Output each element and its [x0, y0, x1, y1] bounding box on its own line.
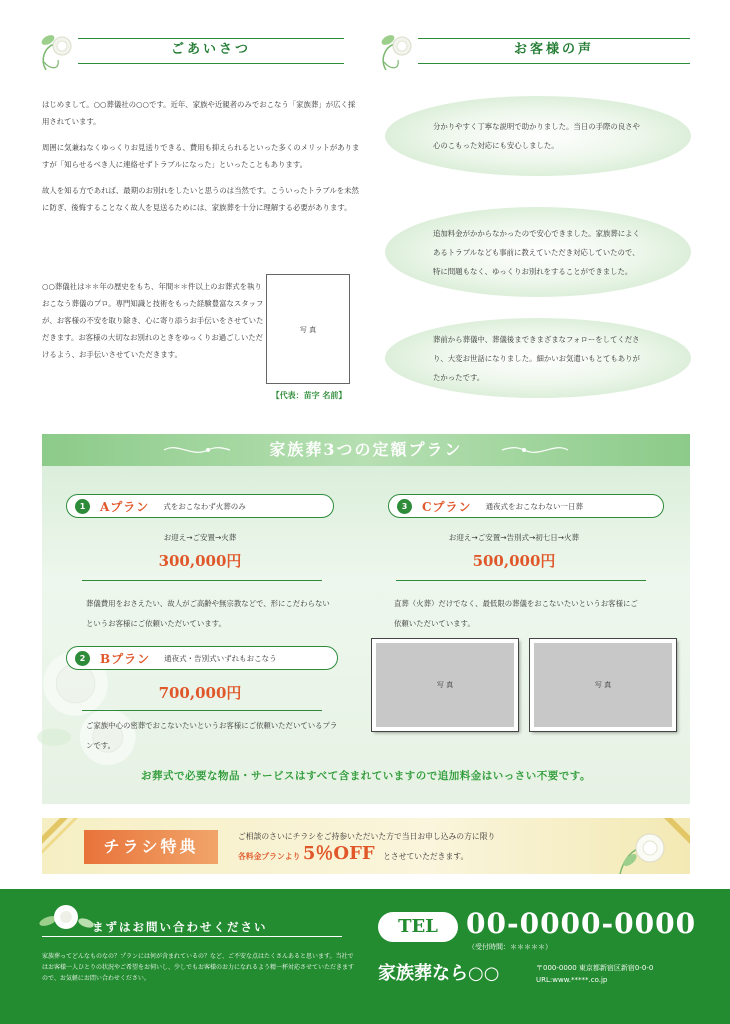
plan-a-flow: お迎え→ご安置→火葬	[163, 533, 237, 542]
voice-text: 分かりやすく丁寧な説明で助かりました。当日の手際の良さや心のこもった対応にも安心しました。	[433, 122, 640, 150]
company-name: 家族葬なら○○	[378, 963, 500, 984]
plan-c-flow: お迎え→ご安置→告別式→初七日→火葬	[448, 533, 580, 542]
phone-number[interactable]: 00-0000-0000	[466, 907, 697, 940]
flourish-right-icon	[500, 442, 570, 458]
address: 〒000-0000 東京都新宿区新宿0-0-0	[536, 964, 654, 972]
discount-value: 5％OFF	[302, 843, 375, 864]
plan-number: 2	[75, 651, 90, 666]
photo-placeholder	[530, 639, 676, 731]
photo-label: 写 真	[594, 681, 612, 689]
voice-bubble	[385, 207, 691, 297]
greeting-header	[38, 26, 344, 74]
photo-label: 写 真	[299, 326, 317, 334]
plan-number: 1	[75, 499, 90, 514]
plan-description: 通夜式・告別式いずれもおこなう	[164, 653, 277, 663]
rose-icon	[610, 818, 690, 874]
divider	[82, 710, 322, 711]
plan-b-note: ご家族中心の密葬でおこないたいというお客様にご依頼いただいているプランです。	[86, 721, 338, 750]
all-included-note: お葬式で必要な物品・サービスはすべて含まれていますので追加料金はいっさい不要です。	[141, 770, 591, 782]
white-rose-icon	[38, 899, 98, 939]
contact-text: 家族葬ってどんなものなの？プランには何が含まれているの？など、ご不安な点はたくさんあると思います。当社ではお客様一人ひとりの状況やご希望をお伺いし、少しでもお客様のお力になれるよう精一杯対応させていただきますので、お気軽にお問い合わせください。	[42, 953, 355, 982]
divider	[396, 580, 646, 581]
footer	[0, 889, 730, 1024]
address-block	[536, 962, 653, 986]
photo-label: 写 真	[436, 681, 454, 689]
voices-title: お客様の声	[418, 38, 690, 64]
greeting-company-intro: ○○葬儀社は＊＊年の歴史をもち、年間＊＊件以上のお葬式を執りおこなう葬儀のプロ。専門知識と技術をもった経験豊富なスタッフが、お客様の不安を取り除き、心に寄り添うお手伝いをさせていただきます。お客様の大切なお別れのときをゆっくりお過ごしいただけるよう、お手伝いさせていただきます。	[42, 282, 264, 359]
divider	[42, 936, 342, 937]
voice-bubble	[385, 318, 691, 398]
plan-a-note: 葬儀費用をおさえたい、故人がご高齢や無宗教などで、形にこだわらないというお客様にご依頼いただいています。	[86, 599, 330, 628]
voice-text: 追加料金がかからなかったので安心できました。家族葬によくあるトラブルなども事前に教えていただき対応していたので、特に問題もなく、ゆっくりお別れをすることができました。	[433, 228, 640, 276]
privilege-plan-text: 各料金プランより	[238, 852, 301, 861]
voice-text: 葬前から葬儀中、葬儀後まできまざまなフォローをしてくださり、大変お世話になりました。細かいお気遣いもとてもありがたかったです。	[433, 334, 640, 382]
contact-title: まずはお問い合わせください	[92, 920, 268, 934]
flyer-privilege-banner	[42, 818, 690, 874]
plan-name: Cプラン	[422, 499, 472, 514]
plan-description: 式をおこなわず火葬のみ	[163, 501, 246, 511]
representative-caption: 【代表：苗字 名前】	[271, 391, 347, 400]
greeting-body	[42, 96, 360, 225]
photo-placeholder	[372, 639, 518, 731]
plan-c-price: 500,000円	[472, 552, 556, 570]
plan-a-label	[66, 494, 334, 518]
plans-panel	[42, 434, 690, 804]
privilege-line2	[238, 845, 495, 865]
plan-b-price: 700,000円	[158, 684, 242, 702]
flourish-left-icon	[162, 442, 232, 458]
plan-number: 3	[397, 499, 412, 514]
gold-ribbon-icon	[42, 818, 82, 874]
plan-c-note: 直葬（火葬）だけでなく、最低限の葬儀をおこないたいというお客様にご依頼いただいています。	[394, 599, 638, 628]
plans-title: 家族葬3つの定額プラン	[269, 440, 463, 459]
voices-header	[378, 26, 690, 74]
greeting-title: ごあいさつ	[78, 38, 344, 64]
reception-hours: （受付時間：＊＊＊＊＊）	[468, 943, 552, 951]
plans-header	[42, 434, 690, 466]
website-url[interactable]: URL:www.*****.co.jp	[536, 976, 608, 984]
privilege-text	[238, 828, 495, 865]
plan-c-label	[388, 494, 664, 518]
representative-photo-placeholder	[266, 274, 350, 384]
privilege-badge: チラシ特典	[84, 830, 218, 864]
rose-icon	[378, 26, 414, 74]
privilege-suffix: とさせていただきます。	[383, 852, 469, 861]
plan-description: 通夜式をおこなわない一日葬	[485, 501, 584, 511]
divider	[82, 580, 322, 581]
plan-b-label	[66, 646, 338, 670]
greeting-paragraph: はじめまして。○○葬儀社の○○です。近年、家族や近親者のみでおこなう「家族葬」が広く採用されています。	[42, 100, 356, 126]
plan-a-price: 300,000円	[158, 552, 242, 570]
greeting-paragraph: 故人を知る方であれば、最期のお別れをしたいと思うのは当然です。こういったトラブルを未然に防ぎ、後悔することなく故人を見送るためには、家族葬を十分に理解する必要があります。	[42, 186, 359, 212]
plan-name: Bプラン	[100, 651, 151, 666]
plan-name: Aプラン	[100, 499, 150, 514]
greeting-paragraph: 周囲に気兼ねなくゆっくりお見送りできる、費用も抑えられるといった多くのメリットがありますが「知らせるべき人に連絡せずトラブルになった」といったこともあります。	[42, 143, 360, 169]
voice-bubble	[385, 96, 691, 176]
privilege-line1: ご相談のさいにチラシをご持参いただいた方で当日お申し込みの方に限り	[238, 832, 496, 841]
rose-icon	[38, 26, 74, 74]
tel-badge: TEL	[378, 912, 458, 942]
